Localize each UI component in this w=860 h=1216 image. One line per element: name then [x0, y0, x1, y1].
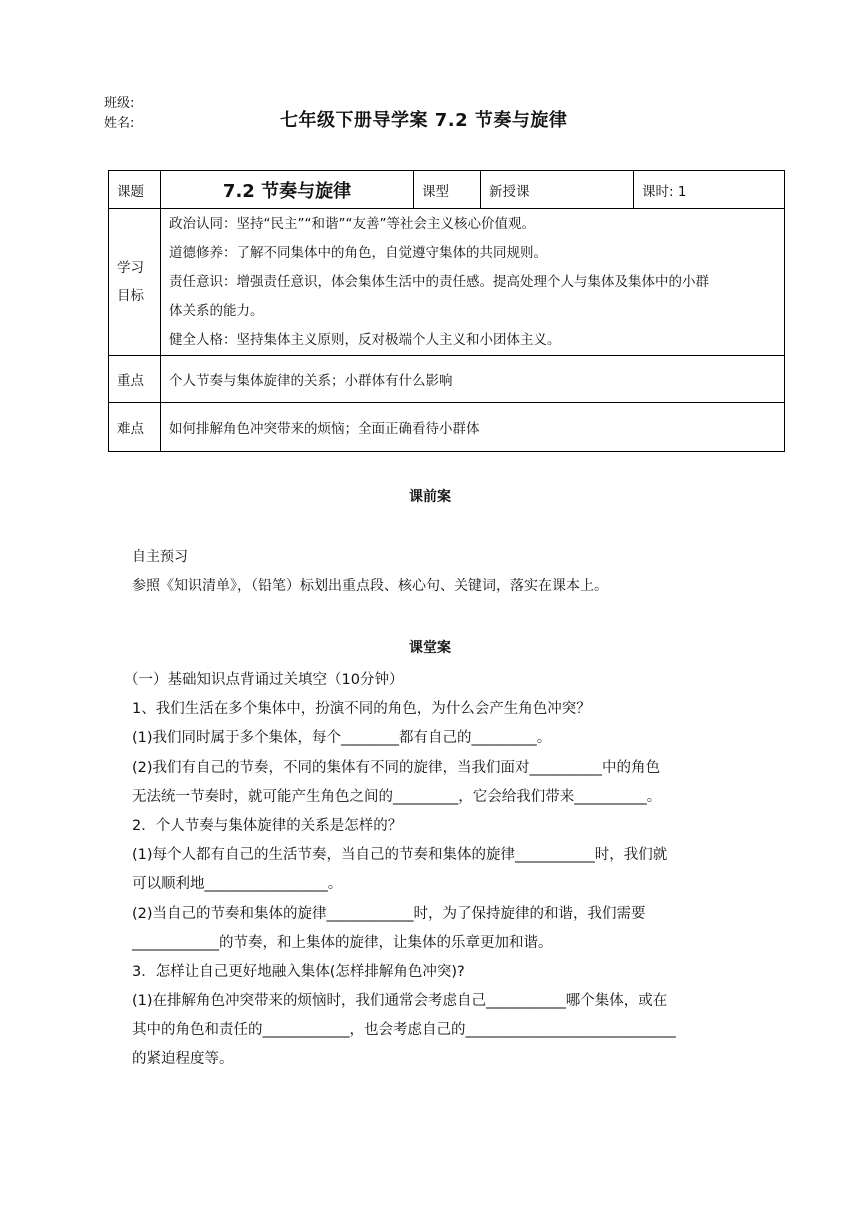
question-2-part-1: (1)每个人都有自己的生活节奏，当自己的节奏和集体的旋律___________时，我们就 [132, 847, 668, 864]
difficult-label: 难点 [109, 403, 161, 452]
question-2: 2．个人节奏与集体旋律的关系是怎样的？ [132, 817, 403, 834]
question-1-part-2-cont: 无法统一节奏时，就可能产生角色之间的_________，它会给我们带来__________。 [132, 788, 662, 805]
question-2-part-2: (2)当自己的节奏和集体的旋律____________时，为了保持旋律的和谐，我们需要 [132, 905, 646, 922]
key-value: 个人节奏与集体旋律的关系；小群体有什么影响 [161, 356, 785, 403]
difficult-value: 如何排解角色冲突带来的烦恼；全面正确看待小群体 [161, 403, 785, 452]
hours-label: 课时: 1 [634, 171, 785, 209]
topic-value: 7.2 节奏与旋律 [161, 171, 414, 209]
goals-content [161, 209, 785, 356]
pre-class-heading: 课前案 [409, 489, 451, 505]
question-3-part-1: (1)在排解角色冲突带来的烦恼时，我们通常会考虑自己___________哪个集体，或在 [132, 993, 668, 1010]
goals-label-line2: 目标 [117, 288, 144, 304]
table-row-goals [109, 209, 785, 356]
preview-instructions: 参照《知识清单》，（铅笔）标划出重点段、核心句、关键词，落实在课本上。 [132, 578, 608, 594]
document-title: 七年级下册导学案 7.2 节奏与旋律 [280, 110, 568, 131]
question-3-part-1-end: 的紧迫程度等。 [132, 1051, 234, 1068]
name-label: 姓名: [104, 116, 135, 131]
table-row-topic [109, 171, 785, 209]
type-label: 课型 [414, 171, 481, 209]
goal-political: 政治认同：坚持“民主”“和谐”“友善”等社会主义核心价值观。 [169, 215, 535, 232]
goal-personality: 健全人格：坚持集体主义原则，反对极端个人主义和小团体主义。 [169, 331, 561, 348]
question-1: 1、我们生活在多个集体中，扮演不同的角色，为什么会产生角色冲突？ [132, 701, 591, 718]
table-row-key [109, 356, 785, 403]
question-2-part-2-cont: ____________的节奏，和上集体的旋律，让集体的乐章更加和谐。 [132, 934, 553, 951]
question-3-part-1-cont: 其中的角色和责任的____________，也会考虑自己的_____________________________ [132, 1022, 676, 1039]
question-3: 3．怎样让自己更好地融入集体(怎样排解角色冲突)? [132, 963, 465, 980]
question-1-part-2: (2)我们有自己的节奏，不同的集体有不同的旋律，当我们面对__________中的角色 [132, 759, 661, 776]
topic-label: 课题 [109, 171, 161, 209]
question-2-part-1-cont: 可以顺利地_________________。 [132, 876, 343, 893]
key-label: 重点 [109, 356, 161, 403]
table-row-difficult [109, 403, 785, 452]
in-class-heading: 课堂案 [409, 640, 451, 656]
goal-moral: 道德修养：了解不同集体中的角色，自觉遵守集体的共同规则。 [169, 244, 547, 261]
goal-responsibility-cont: 体关系的能力。 [169, 302, 264, 319]
goal-responsibility: 责任意识：增强责任意识，体会集体生活中的责任感。提高处理个人与集体及集体中的小群 [169, 273, 709, 290]
class-label: 班级: [104, 96, 135, 111]
preview-subtitle: 自主预习 [132, 549, 188, 565]
exercise-section-title: （一）基础知识点背诵过关填空（10分钟） [124, 672, 404, 688]
type-value: 新授课 [481, 171, 634, 209]
question-1-part-1: (1)我们同时属于多个集体，每个________都有自己的_________。 [132, 730, 552, 747]
fill-in-exercise [124, 666, 772, 1075]
goals-label-line1: 学习 [117, 260, 144, 276]
lesson-info-table [108, 170, 785, 452]
goals-label [109, 209, 161, 356]
